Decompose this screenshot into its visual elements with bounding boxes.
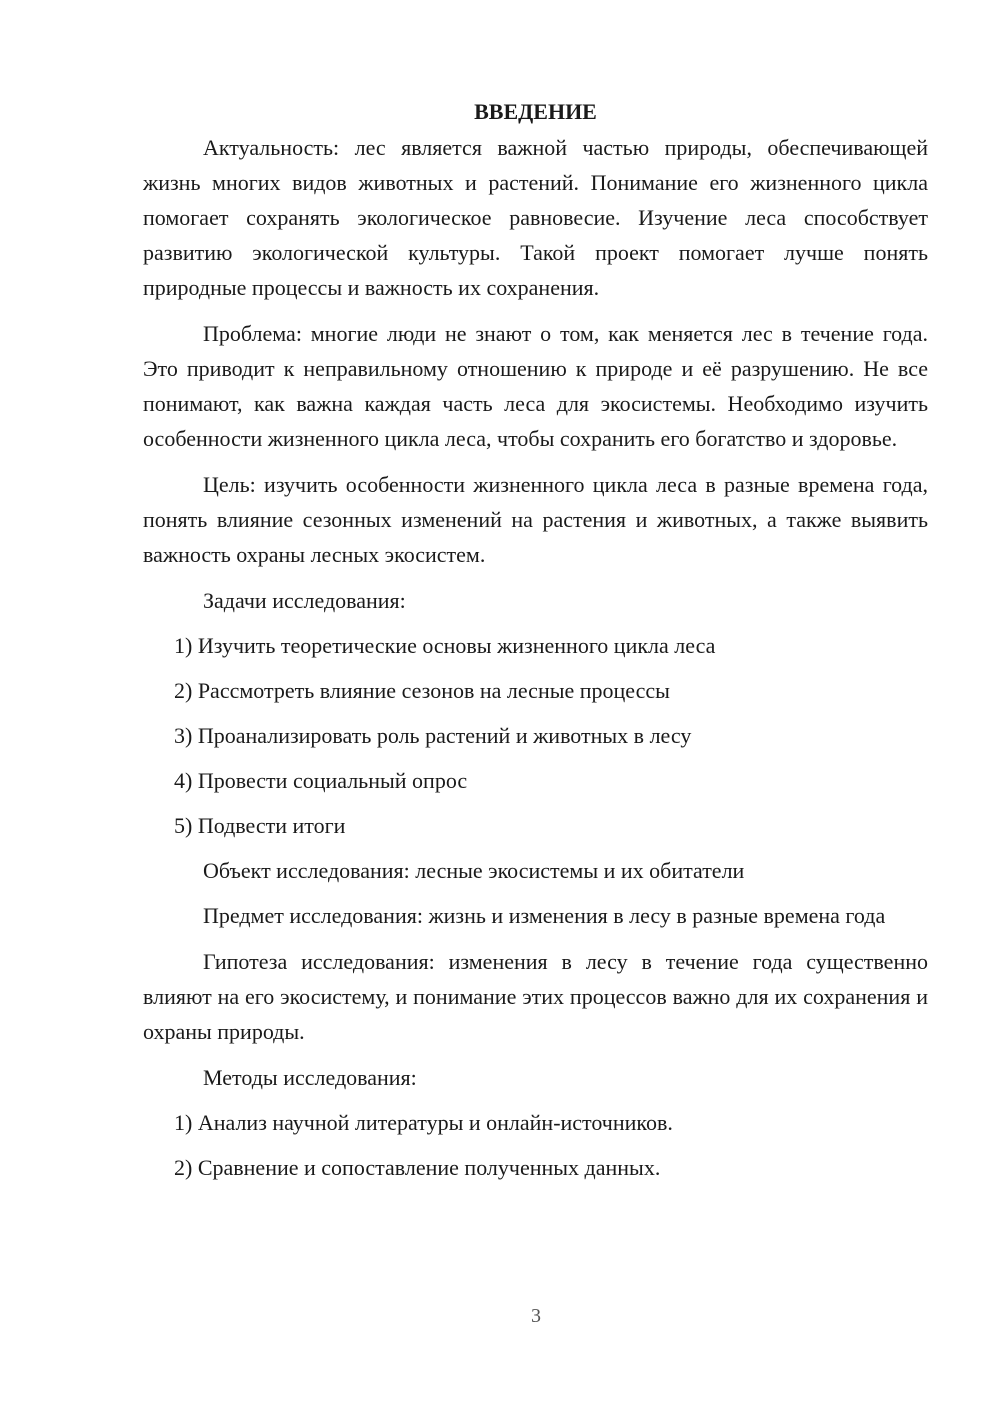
tasks-list (143, 628, 928, 843)
page-number: 3 (531, 1305, 541, 1327)
list-item: 1) Изучить теоретические основы жизненного цикла леса (174, 633, 716, 658)
methods-list (143, 1105, 928, 1185)
list-item: 4) Провести социальный опрос (174, 768, 468, 793)
methods-heading: Методы исследования: (203, 1065, 417, 1090)
section-heading: ВВЕДЕНИЕ (474, 99, 597, 124)
relevance-paragraph: Актуальность: лес является важной частью природы, обеспечивающей жизнь многих видов животных и растений. Понимание его жизненного цикла помогает сохранять экологическое равновесие. Изучение леса способствует развитию экологической культуры. Такой проект помогает лучше понять природные процессы и важность их сохранения. (143, 135, 928, 300)
tasks-heading: Задачи исследования: (203, 588, 406, 613)
object-paragraph: Объект исследования: лесные экосистемы и их обитатели (203, 858, 745, 883)
list-item: 2) Сравнение и сопоставление полученных данных. (174, 1155, 661, 1180)
subject-paragraph: Предмет исследования: жизнь и изменения в лесу в разные времена года (203, 903, 886, 928)
list-item: 5) Подвести итоги (174, 813, 346, 838)
hypothesis-paragraph: Гипотеза исследования: изменения в лесу в течение года существенно влияют на его экосистему, и понимание этих процессов важно для их сохранения и охраны природы. (143, 949, 928, 1044)
goal-paragraph: Цель: изучить особенности жизненного цикла леса в разные времена года, понять влияние сезонных изменений на растения и животных, а также выявить важность охраны лесных экосистем. (143, 472, 928, 567)
problem-paragraph: Проблема: многие люди не знают о том, как меняется лес в течение года. Это приводит к неправильному отношению к природе и её разрушению. Не все понимают, как важна каждая часть леса для экосистемы. Необходимо изучить особенности жизненного цикла леса, чтобы сохранить его богатство и здоровье. (143, 321, 928, 451)
list-item: 3) Проанализировать роль растений и животных в лесу (174, 723, 692, 748)
page-content (143, 94, 928, 1195)
list-item: 1) Анализ научной литературы и онлайн-источников. (174, 1110, 673, 1135)
list-item: 2) Рассмотреть влияние сезонов на лесные процессы (174, 678, 670, 703)
